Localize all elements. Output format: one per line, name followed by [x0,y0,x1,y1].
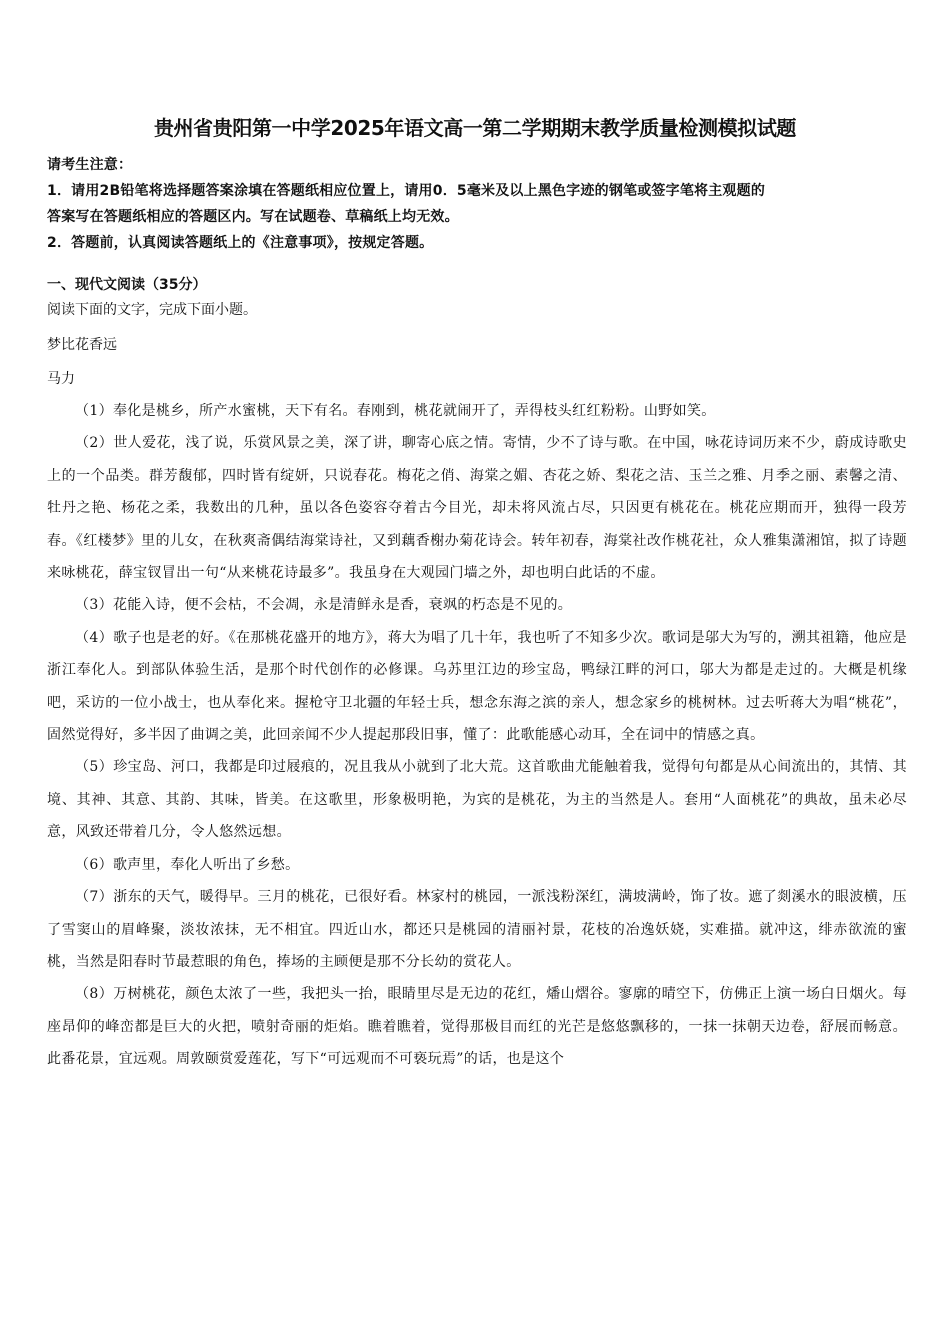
essay-title: 梦比花香远 [47,337,117,353]
notice-item-1-line-1: 1．请用2B铅笔将选择题答案涂填在答题纸相应位置上，请用0．5毫米及以上黑色字迹的钢笔或签字笔将主观题的 [47,183,766,199]
notice-heading: 请考生注意： [47,157,133,173]
paragraph-7: （7）浙东的天气，暖得早。三月的桃花，已很好看。林家村的桃园，一派浅粉深红，满坡满岭，饰了妆。遮了剡溪水的眼波横，压了雪窦山的眉峰聚，淡妆浓抹，无不相宜。四近山水，都还只是桃园的清丽衬景，花枝的冶逸妖娆，实难描。就冲这，绯赤欲流的蜜桃，当然是阳春时节最惹眼的角色，捧场的主顾便是那不分长幼的赏花人。 [47,889,907,970]
essay-body [47,395,907,1076]
reading-instruction: 阅读下面的文字，完成下面小题。 [47,302,257,318]
exam-notice [47,152,917,256]
paragraph-4: （4）歌子也是老的好。《在那桃花盛开的地方》，蒋大为唱了几十年，我也听了不知多少次。歌词是邬大为写的，溯其祖籍，他应是浙江奉化人。到部队体验生活，是那个时代创作的必修课。乌苏里江边的珍宝岛，鸭绿江畔的河口，邬大为都是走过的。大概是机缘吧，采访的一位小战士，也从奉化来。握枪守卫北疆的年轻士兵，想念东海之滨的亲人，想念家乡的桃树林。过去听蒋大为唱“桃花”，固然觉得好，多半因了曲调之美，此回亲闻不少人提起那段旧事，懂了：此歌能感心动耳，全在词中的情感之真。 [47,629,907,744]
paragraph-1: （1）奉化是桃乡，所产水蜜桃，天下有名。春刚到，桃花就闹开了，弄得枝头红红粉粉。山野如笑。 [75,403,716,419]
paragraph-3: （3）花能入诗，便不会枯，不会凋，永是清鲜永是香，衰飒的朽态是不见的。 [75,597,573,614]
notice-item-1-line-2: 答案写在答题纸相应的答题区内。写在试题卷、草稿纸上均无效。 [47,209,459,225]
page-title: 贵州省贵阳第一中学2025年语文高一第二学期期末教学质量检测模拟试题 [153,116,797,140]
essay-author: 马力 [47,371,75,387]
paragraph-8: （8）万树桃花，颜色太浓了一些，我把头一抬，眼睛里尽是无边的花红，燔山熠谷。寥廓的晴空下，仿佛正上演一场白日烟火。每座昂仰的峰峦都是巨大的火把，喷射奇丽的炬焰。瞧着瞧着，觉得那极目而红的光芒是悠悠飘移的，一抹一抹朝天边卷，舒展而畅意。此番花景，宜远观。周敦颐赏爱莲花，写下“可远观而不可亵玩焉”的话，也是这个 [47,986,907,1068]
paragraph-2: （2）世人爱花，浅了说，乐赏风景之美，深了讲，聊寄心底之情。寄情，少不了诗与歌。在中国，咏花诗词历来不少，蔚成诗歌史上的一个品类。群芳馥郁，四时皆有绽妍，只说春花。梅花之俏、海棠之媚、杏花之娇、梨花之洁、玉兰之雅、月季之丽、素馨之清、牡丹之艳、杨花之柔，我数出的几种，虽以各色姿容夺着古今目光，却未将风流占尽，只因更有桃花在。桃花应期而开，独得一段芳春。《红楼梦》里的儿女，在秋爽斋偶结海棠诗社，又到藕香榭办菊花诗会。转年初春，海棠社改作桃花社，众人雅集潇湘馆，拟了诗题来咏桃花，薛宝钗冒出一句“从来桃花诗最多”。我虽身在大观园门墙之外，却也明白此话的不虚。 [47,435,907,582]
notice-item-2: 2．答题前，认真阅读答题纸上的《注意事项》，按规定答题。 [47,235,434,251]
paragraph-5: （5）珍宝岛、河口，我都是印过屐痕的，况且我从小就到了北大荒。这首歌曲尤能触着我，觉得句句都是从心间流出的，其情、其境、其神、其意、其韵、其味，皆美。在这歌里，形象极明艳，为宾的是桃花，为主的当然是人。套用“人面桃花”的典故，虽未必尽意，风致还带着几分，令人悠然远想。 [47,759,907,841]
paragraph-6: （6）歌声里，奉化人听出了乡愁。 [75,856,300,873]
section-title: 一、现代文阅读（35分） [47,277,207,293]
